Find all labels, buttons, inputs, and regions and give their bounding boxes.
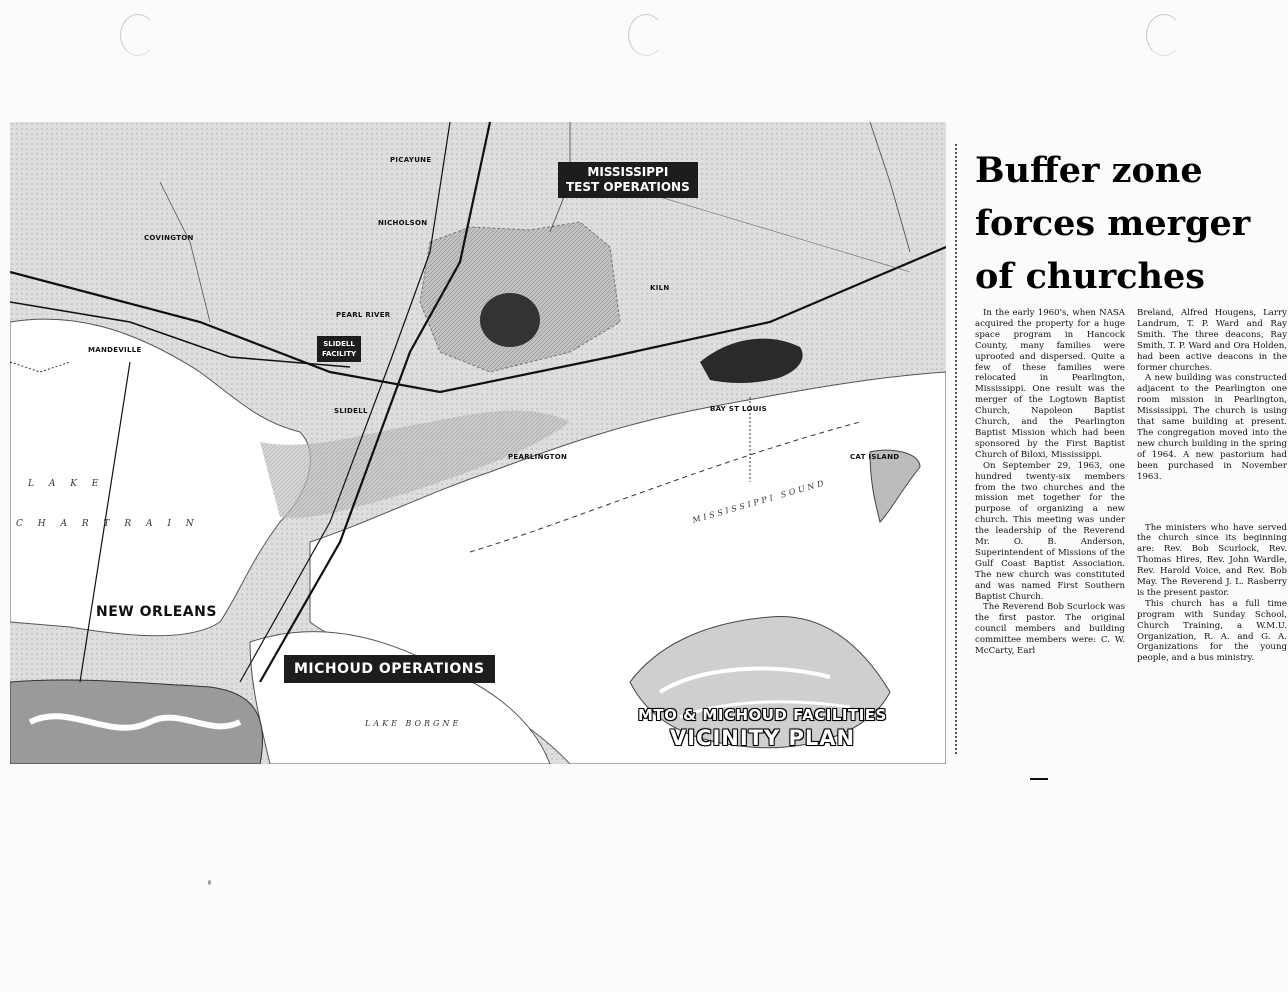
article-paragraph: On September 29, 1963, one hundred twenty-six members from the two churches and the mission met together for the purpose of organizing a new church. This meeting was under the leadership of the Reverend Mr. O. B. Anderson, Superintendent of Missions of the Gulf Coast Baptist Association. The new church was constituted and was named First Southern Baptist Church.: [975, 460, 1125, 602]
plan-title-line1: MTO & MICHOUD FACILITIES: [638, 706, 887, 724]
end-mark: [1030, 778, 1048, 780]
vicinity-map: [10, 122, 946, 764]
town-pearlington: PEARLINGTON: [508, 453, 568, 461]
article-paragraph: This church has a full time program with Sunday School, Church Training, a W.M.U. Organization, R. A. and G. A. Organizations for the young people, and a bus ministry.: [1137, 598, 1287, 664]
article-paragraph: A new building was constructed adjacent to the Pearlington one room mission in Pearlington, Mississippi. The church is using that same building at present. The congregation moved into the new church building in the spring of 1964. A new pastorium had been purchased in November 1963.: [1137, 373, 1287, 482]
article-headline: Buffer zone forces merger of churches: [975, 150, 1251, 297]
article-paragraph: The ministers who have served the church since its beginning are: Rev. Bob Scurlock, Rev. Thomas Hires, Rev. John Wardle, Rev. Harold Voice, and Rev. Bob May. The Reverend J. L. Rasberry is the present pastor.: [1137, 522, 1287, 598]
town-nicholson: NICHOLSON: [378, 219, 428, 227]
callout-mississippi-test-operations: [558, 162, 698, 198]
town-kiln: KILN: [650, 284, 670, 292]
label-new-orleans: NEW ORLEANS: [96, 604, 217, 620]
town-mandeville: MANDEVILLE: [88, 346, 142, 354]
urban-area: [10, 680, 263, 764]
article-paragraph: In the early 1960's, when NASA acquired the property for a huge space program in Hancock County, many families were uprooted and dispersed. Quite a few of these families were relocated in Pearlington, Mississippi. One result was the merger of the Logtown Baptist Church, Napoleon Baptist Church, and the Pearlington Baptist Mission which had been sponsored by the First Baptist Church of Biloxi, Mississippi.: [975, 308, 1125, 460]
town-cat-island: CAT ISLAND: [850, 453, 900, 461]
town-slidell: SLIDELL: [334, 407, 368, 415]
callout-line: TEST OPERATIONS: [566, 180, 690, 194]
town-pearl-river: PEARL RIVER: [336, 311, 391, 319]
test-site-core: [480, 293, 540, 347]
town-bay-st-louis: BAY ST LOUIS: [710, 405, 767, 413]
label-chartrain: C H A R T R A I N: [16, 519, 200, 529]
column-gap: [1137, 483, 1287, 523]
town-covington: COVINGTON: [144, 234, 194, 242]
label-lake: L A K E: [28, 479, 105, 489]
label-mississippi-sound: MISSISSIPPI SOUND: [691, 478, 828, 525]
scan-speck: [208, 880, 211, 885]
callout-line: FACILITY: [322, 350, 357, 358]
punch-hole-mark: [628, 14, 664, 56]
callout-line: MISSISSIPPI: [587, 165, 669, 179]
article-column-2: [1137, 308, 1287, 664]
callout-slidell-facility: [317, 336, 361, 362]
column-rule: [955, 144, 959, 754]
news-article: [955, 122, 1288, 762]
punch-hole-mark: [120, 14, 156, 56]
plan-title-line2: VICINITY PLAN: [670, 726, 856, 750]
article-paragraph: The Reverend Bob Scurlock was the first pastor. The original council members and building committee members were: C. W. McCarty, Earl: [975, 602, 1125, 657]
callout-line: SLIDELL: [323, 340, 355, 348]
town-picayune: PICAYUNE: [390, 156, 432, 164]
article-column-1: [975, 308, 1125, 657]
callout-michoud-operations: MICHOUD OPERATIONS: [284, 655, 495, 683]
label-lake-borgne: LAKE BORGNE: [365, 719, 462, 728]
punch-hole-mark: [1146, 14, 1182, 56]
article-paragraph: Breland, Alfred Hougens, Larry Landrum, T. P. Ward and Ray Smith. The three deacons, Ray Smith, T. P. Ward and Ora Holden, had been active deacons in the former churches.: [1137, 308, 1287, 373]
